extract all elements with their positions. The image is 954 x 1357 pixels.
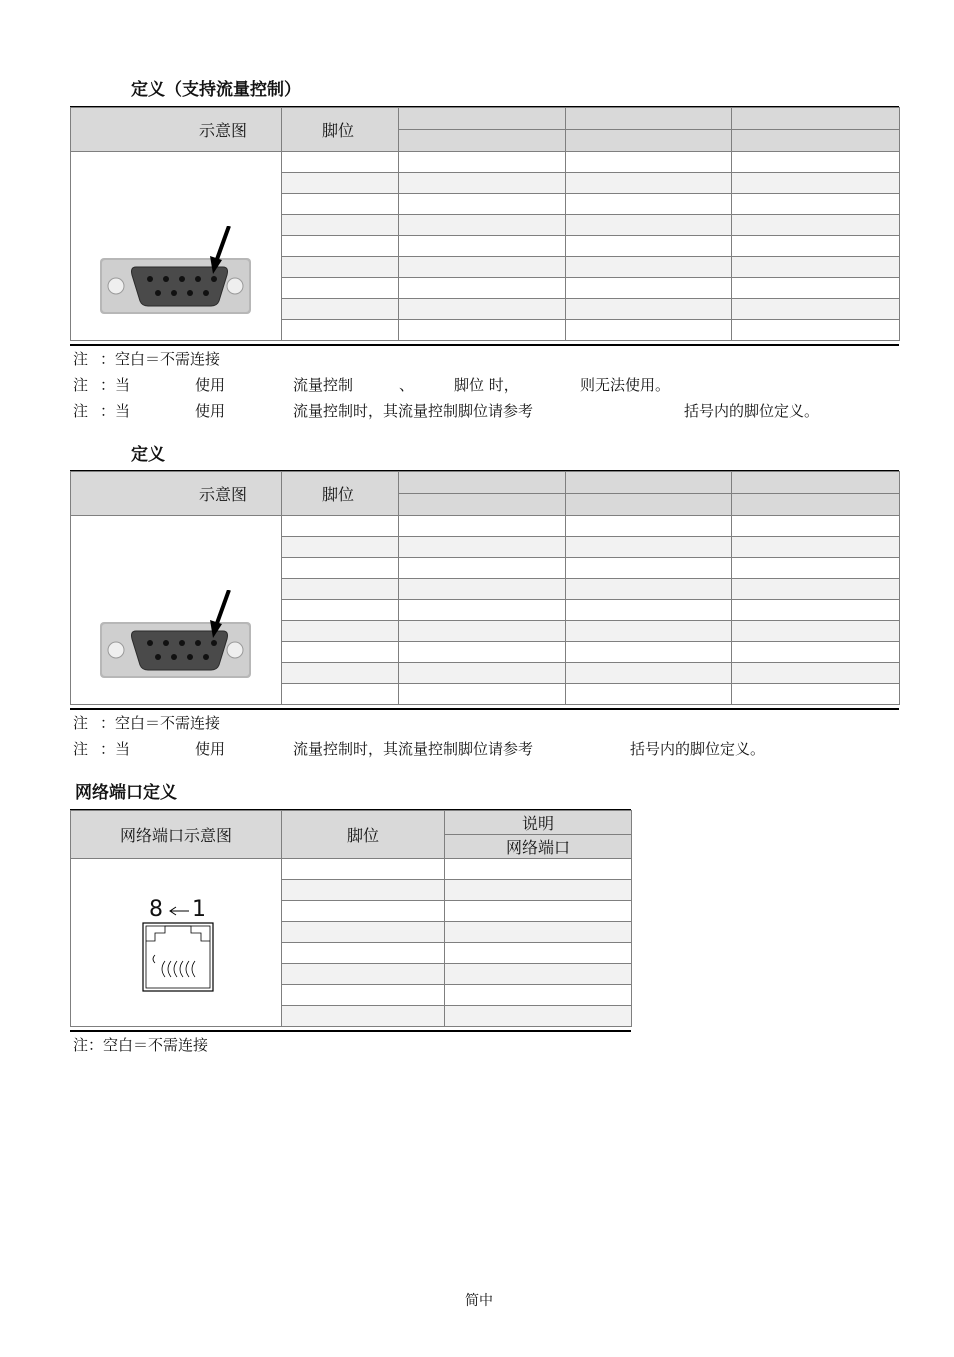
table3-diagram-cell [71,859,282,1027]
table1-diagram-cell [71,152,282,341]
table3-data-cell [445,922,632,943]
note-text: ：空白＝不需连接 [100,714,221,732]
table1-pin-cell [282,278,399,299]
table2-data-cell [399,642,566,663]
table1-data-cell [732,299,900,320]
section2-title: 定义 [131,445,165,465]
table1-data-cell [732,278,900,299]
note-text: 使用 [195,402,226,420]
rj45-pin8-label: 8 [149,897,163,922]
table1-pin-cell [282,194,399,215]
table1-data-cell [399,320,566,341]
table3-network-port [70,810,632,1027]
note-text: ：当 [100,740,131,758]
table1-data-cell [732,257,900,278]
table2-data-cell [566,537,732,558]
table3-pin-cell [282,943,445,964]
table1-data-cell [732,320,900,341]
table2-header-diagram: 示意图 [71,472,282,516]
table2-data-cell [399,684,566,705]
table2-data-cell [399,579,566,600]
table2-data-cell [399,516,566,537]
table1-subheader-cell [566,130,732,152]
table1-data-cell [399,215,566,236]
table2-subheader-cell [399,494,566,516]
table2-data-cell [566,579,732,600]
table2-data-cell [732,516,900,537]
table2-bottom-rule [70,708,899,710]
table1-data-cell [566,173,732,194]
table1-data-cell [399,299,566,320]
note-text: 流量控制时，其流量控制脚位请参考 [293,402,534,420]
table2-data-cell [732,663,900,684]
table2-data-cell [566,516,732,537]
table1-header-pin: 脚位 [282,108,399,152]
table1-data-cell [566,257,732,278]
note-text: 括号内的脚位定义。 [630,740,766,758]
note-text: ：当 [100,376,131,394]
table3-bottom-rule [70,1030,631,1032]
table2-pin-cell [282,621,399,642]
note-text: 脚位 时， [454,376,519,394]
table3-data-cell [445,901,632,922]
table1-data-cell [566,152,732,173]
table3-header-diagram: 网络端口示意图 [71,811,282,859]
table3-data-cell [445,1006,632,1027]
table2-pin-cell [282,558,399,579]
table1-pin-cell [282,257,399,278]
table1-data-cell [566,278,732,299]
table2-data-cell [399,537,566,558]
table1-data-cell [732,215,900,236]
table2-data-cell [732,579,900,600]
table1-data-cell [732,173,900,194]
table3-header-port: 网络端口 [445,835,632,859]
table3-pin-cell [282,922,445,943]
table2-subheader-cell [566,494,732,516]
table2-header-cell [732,472,900,494]
table2-data-cell [566,642,732,663]
table2-data-cell [566,663,732,684]
table2-pin-cell [282,663,399,684]
table3-pin-cell [282,1006,445,1027]
table2-data-cell [399,621,566,642]
note-text: 使用 [195,376,226,394]
table1-data-cell [566,236,732,257]
section3-note: 注：空白＝不需连接 [73,1036,209,1054]
table2-data-cell [399,663,566,684]
note-text: 括号内的脚位定义。 [684,402,820,420]
note-text: ：当 [100,402,131,420]
table1-data-cell [399,257,566,278]
table2-pin-cell [282,537,399,558]
table1-data-cell [566,299,732,320]
table2-pin-definition [70,471,900,705]
db9-connector-image [98,590,258,690]
table1-data-cell [399,236,566,257]
table2-data-cell [399,558,566,579]
table3-pin-cell [282,880,445,901]
table2-data-cell [566,558,732,579]
table2-pin-cell [282,684,399,705]
table3-pin-cell [282,859,445,880]
table2-subheader-cell [732,494,900,516]
note-text: 流量控制 [293,376,354,394]
table2-data-cell [566,684,732,705]
table3-header-desc: 说明 [445,811,632,835]
note-text: ：空白＝不需连接 [100,350,221,368]
table1-pin-cell [282,152,399,173]
note-text: 、 [399,376,415,394]
table2-header-pin: 脚位 [282,472,399,516]
table1-data-cell [399,173,566,194]
note-label: 注 [73,350,89,368]
table2-header-cell [566,472,732,494]
rj45-port-image [141,899,221,1019]
table3-data-cell [445,985,632,1006]
table1-header-cell [399,108,566,130]
note-label: 注 [73,402,89,420]
note-label: 注 [73,740,89,758]
note-text: 则无法使用。 [580,376,671,394]
table3-pin-cell [282,901,445,922]
table2-data-cell [732,537,900,558]
note-label: 注 [73,714,89,732]
table1-pin-cell [282,299,399,320]
table2-pin-cell [282,516,399,537]
table1-header-cell [732,108,900,130]
table1-data-cell [732,194,900,215]
table1-data-cell [566,194,732,215]
table2-data-cell [732,621,900,642]
table3-data-cell [445,964,632,985]
rj45-pin1-label: 1 [192,897,206,922]
table3-data-cell [445,880,632,901]
table1-data-cell [732,152,900,173]
note-text: 流量控制时，其流量控制脚位请参考 [293,740,534,758]
table3-header-pin: 脚位 [282,811,445,859]
table2-diagram-cell [71,516,282,705]
table2-data-cell [566,621,732,642]
table2-data-cell [732,642,900,663]
table1-data-cell [399,152,566,173]
table2-data-cell [732,684,900,705]
table1-header-diagram: 示意图 [71,108,282,152]
db9-connector-image [98,226,258,326]
table2-header-cell [399,472,566,494]
table3-pin-cell [282,964,445,985]
table2-data-cell [732,558,900,579]
page-footer: 简中 [465,1293,493,1309]
section1-title: 定义（支持流量控制） [131,80,301,100]
table1-data-cell [566,320,732,341]
table1-subheader-cell [732,130,900,152]
note-text: 使用 [195,740,226,758]
table2-pin-cell [282,600,399,621]
table1-bottom-rule [70,344,899,346]
table2-data-cell [732,600,900,621]
table1-pin-cell [282,320,399,341]
table2-pin-cell [282,579,399,600]
table1-header-cell [566,108,732,130]
table1-data-cell [732,236,900,257]
table3-pin-cell [282,985,445,1006]
table2-data-cell [566,600,732,621]
table1-pin-cell [282,173,399,194]
table3-data-cell [445,943,632,964]
table1-pin-definition [70,107,900,341]
table1-data-cell [399,194,566,215]
table3-data-cell [445,859,632,880]
table2-data-cell [399,600,566,621]
table1-pin-cell [282,236,399,257]
table1-data-cell [399,278,566,299]
table2-pin-cell [282,642,399,663]
note-label: 注 [73,376,89,394]
table1-pin-cell [282,215,399,236]
table1-data-cell [566,215,732,236]
table1-subheader-cell [399,130,566,152]
section3-title: 网络端口定义 [75,783,177,803]
